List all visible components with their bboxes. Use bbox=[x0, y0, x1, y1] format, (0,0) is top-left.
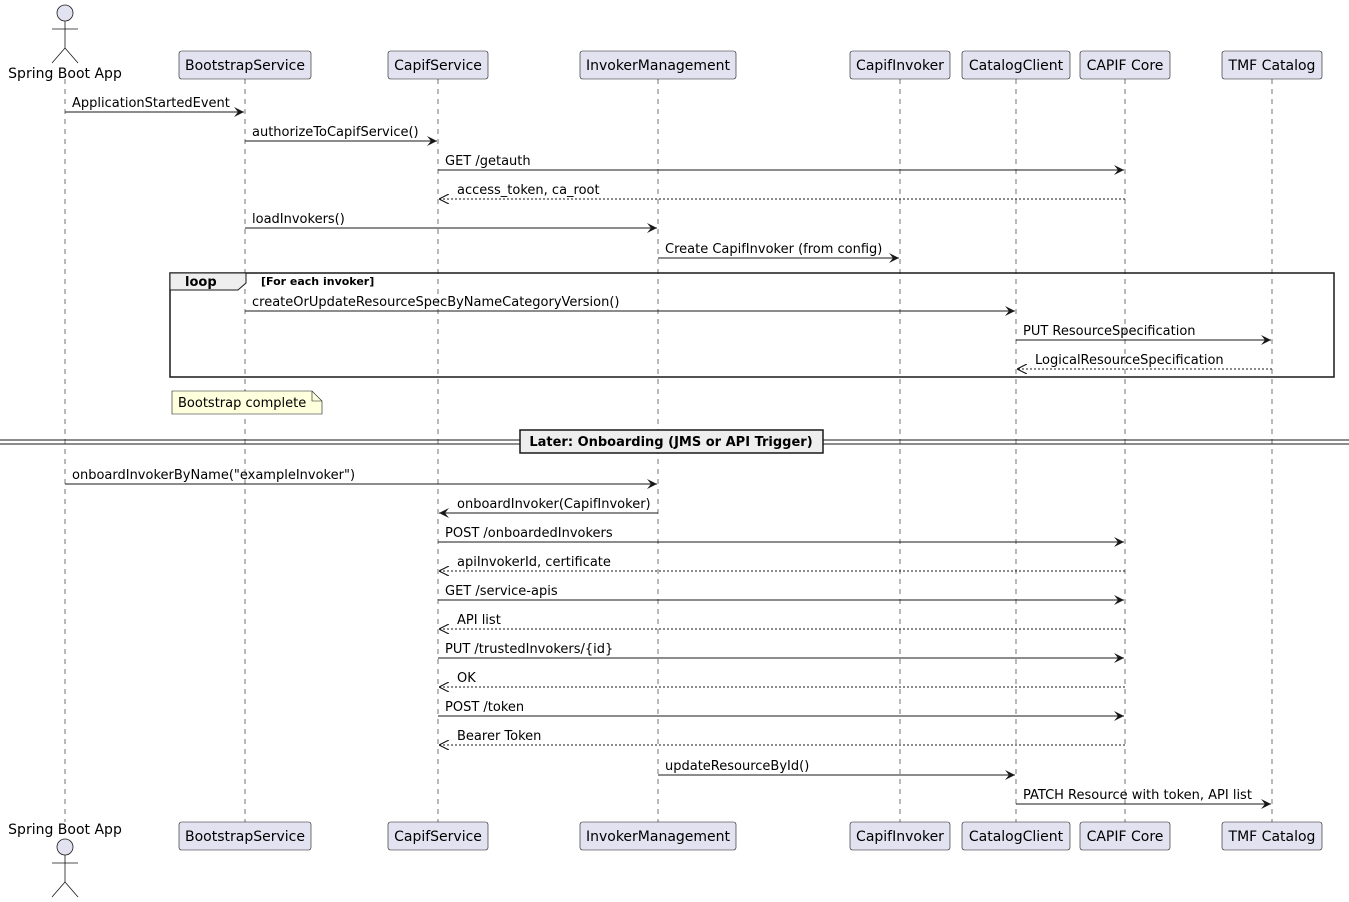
participant-label: TMF Catalog bbox=[1228, 58, 1316, 74]
message-1 bbox=[65, 96, 244, 112]
message-label: LogicalResourceSpecification bbox=[1035, 353, 1224, 368]
message-label: updateResourceById() bbox=[665, 759, 810, 774]
message-15 bbox=[439, 613, 1125, 629]
message-17 bbox=[439, 671, 1125, 687]
message-20 bbox=[658, 759, 1015, 775]
message-19 bbox=[439, 729, 1125, 745]
message-3 bbox=[438, 154, 1124, 170]
message-21 bbox=[1016, 788, 1271, 804]
divider bbox=[0, 430, 1349, 453]
message-label: API list bbox=[457, 613, 501, 628]
message-label: Create CapifInvoker (from config) bbox=[665, 242, 883, 257]
message-label: PUT ResourceSpecification bbox=[1023, 324, 1196, 339]
participant-capif-core-bottom bbox=[1080, 822, 1170, 850]
message-11 bbox=[439, 497, 658, 513]
actor-top bbox=[8, 5, 122, 82]
participant-tmf-catalog-bottom bbox=[1222, 822, 1322, 850]
message-5 bbox=[245, 212, 657, 228]
note-text: Bootstrap complete bbox=[178, 396, 307, 411]
message-2 bbox=[245, 125, 437, 141]
message-18 bbox=[438, 700, 1124, 716]
participant-capifservice-top bbox=[388, 51, 488, 79]
message-label: GET /getauth bbox=[445, 154, 531, 169]
participant-tmf-catalog-top bbox=[1222, 51, 1322, 79]
message-label: createOrUpdateResourceSpecByNameCategoryVersion() bbox=[252, 295, 620, 310]
message-4 bbox=[439, 183, 1125, 199]
participant-label: InvokerManagement bbox=[585, 829, 731, 845]
participant-label: CapifService bbox=[394, 829, 482, 845]
message-label: Bearer Token bbox=[457, 729, 542, 744]
actor-bottom bbox=[8, 822, 122, 897]
message-label: PUT /trustedInvokers/{id} bbox=[445, 642, 614, 657]
message-label: onboardInvoker(CapifInvoker) bbox=[457, 497, 651, 512]
message-label: POST /token bbox=[445, 700, 525, 715]
participant-bootstrapservice-top bbox=[179, 51, 311, 79]
participant-catalogclient-top bbox=[962, 51, 1070, 79]
loop-condition: [For each invoker] bbox=[261, 275, 375, 288]
message-14 bbox=[438, 584, 1124, 600]
participant-bootstrapservice-bottom bbox=[179, 822, 311, 850]
message-label: OK bbox=[457, 671, 476, 686]
participant-label: CAPIF Core bbox=[1086, 829, 1164, 845]
message-label: PATCH Resource with token, API list bbox=[1023, 788, 1252, 803]
message-label: apiInvokerId, certificate bbox=[457, 555, 611, 570]
participant-label: CapifInvoker bbox=[856, 58, 944, 74]
participant-label: CAPIF Core bbox=[1086, 58, 1164, 74]
participant-invokermanagement-bottom bbox=[580, 822, 736, 850]
participant-catalogclient-bottom bbox=[962, 822, 1070, 850]
message-label: ApplicationStartedEvent bbox=[72, 96, 230, 111]
participant-label: BootstrapService bbox=[185, 58, 305, 74]
participant-capifinvoker-top bbox=[850, 51, 950, 79]
divider-label: Later: Onboarding (JMS or API Trigger) bbox=[529, 435, 813, 450]
message-6 bbox=[658, 242, 899, 258]
participant-label: BootstrapService bbox=[185, 829, 305, 845]
message-label: access_token, ca_root bbox=[457, 183, 600, 198]
message-12 bbox=[438, 526, 1124, 542]
message-9 bbox=[1017, 353, 1272, 369]
participant-label: CapifInvoker bbox=[856, 829, 944, 845]
participant-capifservice-bottom bbox=[388, 822, 488, 850]
message-10 bbox=[65, 468, 657, 484]
participant-invokermanagement-top bbox=[580, 51, 736, 79]
note bbox=[172, 391, 322, 414]
participant-label: CatalogClient bbox=[968, 58, 1064, 74]
message-label: onboardInvokerByName("exampleInvoker") bbox=[72, 468, 356, 483]
loop-keyword: loop bbox=[185, 275, 217, 290]
participant-capif-core-top bbox=[1080, 51, 1170, 79]
actor-label-bottom: Spring Boot App bbox=[8, 822, 122, 838]
participant-label: CatalogClient bbox=[968, 829, 1064, 845]
message-label: POST /onboardedInvokers bbox=[445, 526, 613, 541]
participant-label: TMF Catalog bbox=[1228, 829, 1316, 845]
participant-label: CapifService bbox=[394, 58, 482, 74]
message-8 bbox=[1016, 324, 1271, 340]
message-label: GET /service-apis bbox=[445, 584, 558, 599]
message-label: loadInvokers() bbox=[252, 212, 345, 227]
message-16 bbox=[438, 642, 1124, 658]
message-7 bbox=[245, 295, 1015, 311]
message-label: authorizeToCapifService() bbox=[252, 125, 419, 140]
actor-label-top: Spring Boot App bbox=[8, 66, 122, 82]
participant-capifinvoker-bottom bbox=[850, 822, 950, 850]
participant-label: InvokerManagement bbox=[585, 58, 731, 74]
message-13 bbox=[439, 555, 1125, 571]
